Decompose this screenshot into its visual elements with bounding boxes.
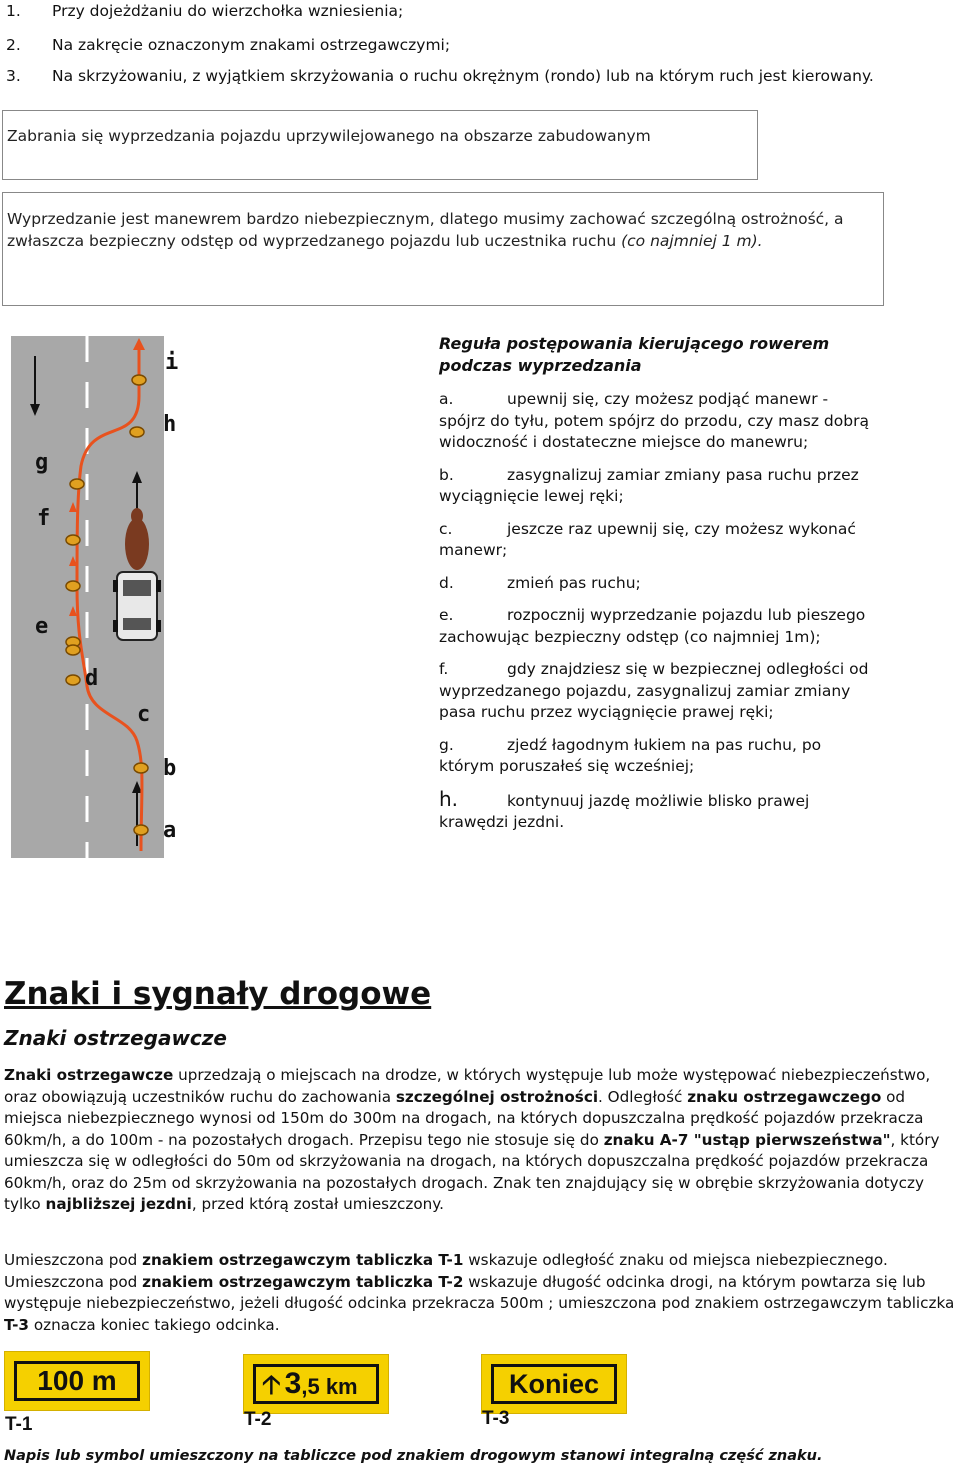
- diagram-labels: i h g f e d c b a: [35, 350, 179, 843]
- plate-t1-label: T-1: [5, 1414, 33, 1435]
- overtaking-note-text: Wyprzedzanie jest manewrem bardzo niebezpiecznym, dlatego musimy zachować szczególną ostrożność, a zwłaszcza bezpieczny odstęp od wyprzedzanego pojazdu lub uczestnika ruchu (co najmniej 1 m).: [7, 210, 844, 250]
- list-item: 3. Na skrzyżowaniu, z wyjątkiem skrzyżowania o ruchu okrężnym (rondo) lub na którym ruch jest kierowany.: [6, 67, 874, 85]
- plate-t2-label: T-2: [244, 1409, 272, 1430]
- rule-item: h. kontynuuj jazdę możliwie blisko prawej krawędzi jezdni.: [439, 786, 810, 831]
- rule-item: d. zmień pas ruchu;: [439, 573, 641, 592]
- list-item: 2. Na zakręcie oznaczonym znakami ostrzegawczymi;: [6, 36, 451, 54]
- rule-item: e. rozpocznij wyprzedzanie pojazdu lub pieszego zachowując bezpieczny odstęp (co najmniej 1m);: [439, 606, 866, 646]
- plate-t2: 🡡 3 ,5 km: [244, 1355, 388, 1413]
- rule-item: f. gdy znajdziesz się w bezpiecznej odległości od wyprzedzanego pojazdu, zasygnalizuj zamiar zmiany pasa ruchu przez wyciągnięcie prawej ręki;: [439, 660, 869, 721]
- plate-t3-label: T-3: [482, 1408, 510, 1429]
- rule-item: a. upewnij się, czy możesz podjąć manewr - spójrz do tyłu, potem spójrz do przodu, czy masz dobrą widoczność i dostateczne miejsce do manewru;: [439, 390, 869, 451]
- rule-section: [439, 333, 879, 834]
- rule-title: Reguła postępowania kierującego rowerem podczas wyprzedzania: [439, 334, 830, 375]
- paragraph-warning-signs: Znaki ostrzegawcze uprzedzają o miejscach na drodze, w których występuje lub może występować niebezpieczeństwo, oraz obowiązują uczestników ruchu do zachowania szczególnej ostrożności. Odległość znaku ostrzegawczego od miejsca niebezpiecznego wynosi od 150m do 300m na drogach, na których dopuszczalna prędkość pojazdów przekracza 60km/h, a do 100m - na pozostałych drogach. Przepisu tego nie stosuje się do znaku A-7 "ustąp pierwszeństwa", który umieszcza się w odległości do 50m od skrzyżowania na drogach, na których dopuszczalna prędkość pojazdów przekracza 60km/h, oraz do 25m od skrzyżowania na pozostałych drogach. Znak ten znajdujący się w obrębie skrzyżowania dotyczy tylko najbliższej jezdni, przed którą został umieszczony.: [4, 1066, 940, 1213]
- plate-t1: 100 m: [5, 1352, 149, 1410]
- up-arrow-icon: 🡡: [262, 1369, 281, 1399]
- footer-note: Napis lub symbol umieszczony na tabliczce pod znakiem drogowym stanowi integralną część znaku.: [4, 1448, 823, 1464]
- prohibition-text: Zabrania się wyprzedzania pojazdu uprzywilejowanego na obszarze zabudowanym: [7, 127, 651, 145]
- rule-item: g. zjedź łagodnym łukiem na pas ruchu, po którym poruszałeś się wcześniej;: [439, 735, 822, 775]
- rule-item: b. zasygnalizuj zamiar zmiany pasa ruchu przez wyciągnięcie lewej ręki;: [439, 465, 859, 505]
- section-subtitle: Znaki ostrzegawcze: [4, 1026, 227, 1050]
- section-title: Znaki i sygnały drogowe: [4, 976, 432, 1012]
- plate-t3: Koniec: [482, 1355, 626, 1413]
- list-item: 1. Przy dojeżdżaniu do wierzchołka wzniesienia;: [6, 2, 404, 20]
- paragraph-plates: Umieszczona pod znakiem ostrzegawczym tabliczka T-1 wskazuje odległość znaku od miejsca niebezpiecznego. Umieszczona pod znakiem ostrzegawczym tabliczka T-2 wskazuje długość odcinka drogi, na którym powtarza się lub występuje niebezpieczeństwo, jeżeli długość odcinka przekracza 500m ; umieszczona pod znakiem ostrzegawczym tabliczka T-3 oznacza koniec takiego odcinka.: [4, 1251, 955, 1334]
- rule-item: c. jeszcze raz upewnij się, czy możesz wykonać manewr;: [439, 519, 856, 559]
